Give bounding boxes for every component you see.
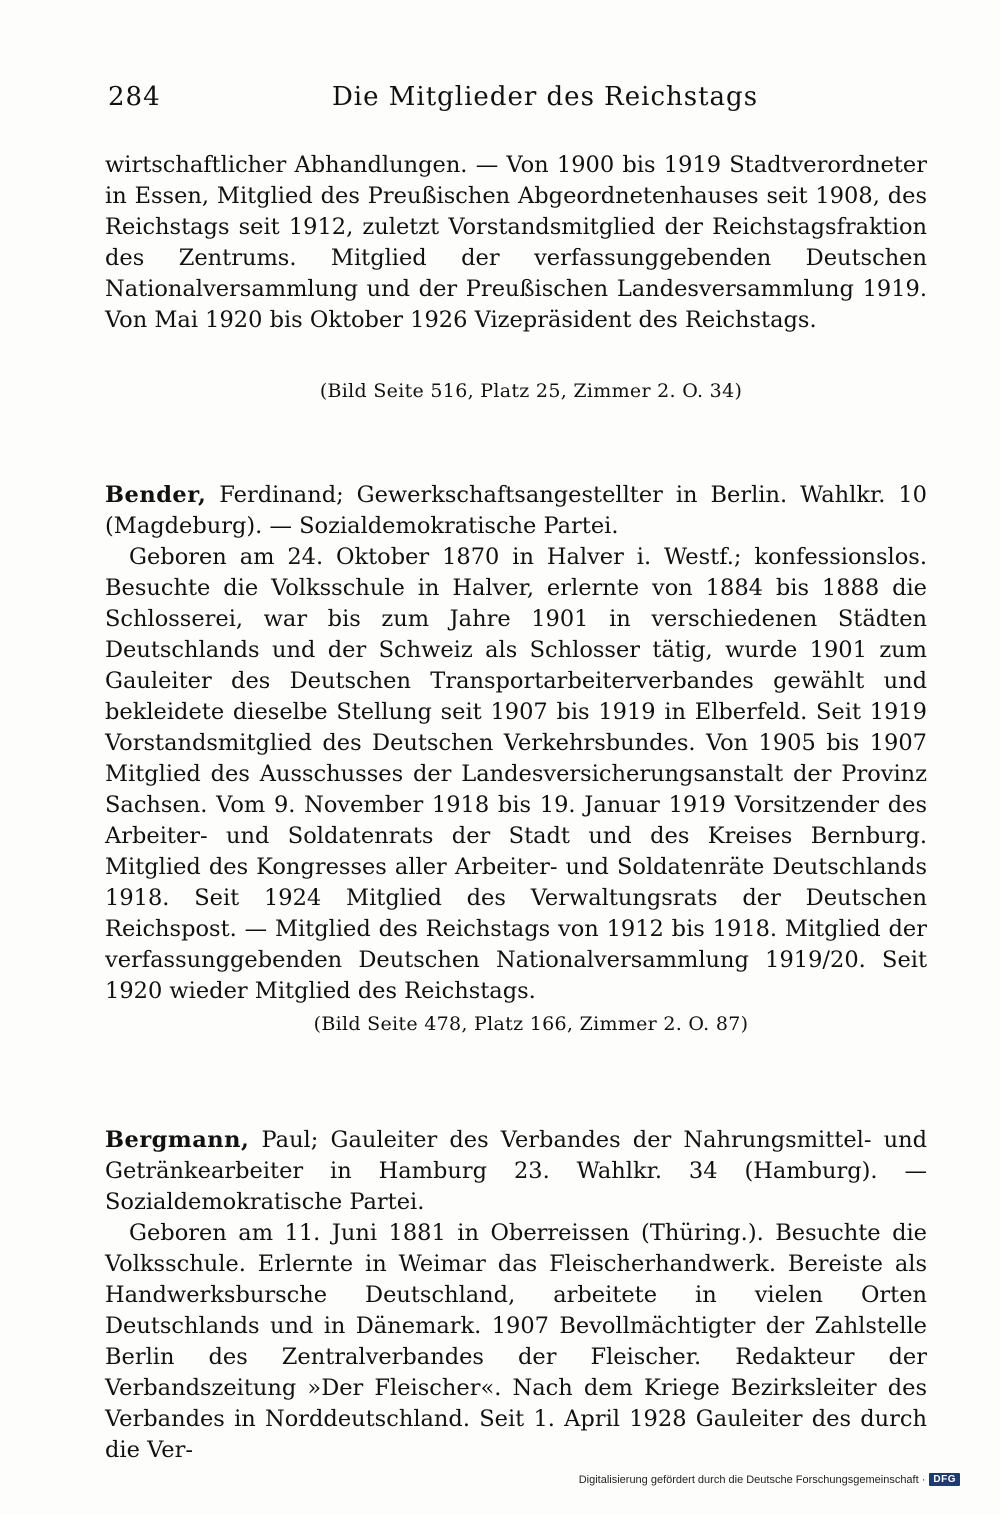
picture-reference: (Bild Seite 516, Platz 25, Zimmer 2. O. 34) — [319, 380, 743, 402]
digitization-credit — [579, 1473, 960, 1486]
continuation-paragraph: wirtschaftlicher Abhandlungen. — Von 1900 bis 1919 Stadtverordneter in Essen, Mitglied des Preußischen Abgeordnetenhauses seit 1908, des Reichstags seit 1912, zuletzt Vorstandsmitglied der Reichstagsfraktion des Zentrums. Mitglied der verfassunggebenden Deutschen Nationalversammlung und der Preußischen Landesversammlung 1919. Von Mai 1920 bis Oktober 1926 Vizepräsident des Reichstags. — [105, 152, 927, 333]
entry-heading — [105, 480, 927, 542]
biography-paragraph: Geboren am 24. Oktober 1870 in Halver i. Westf.; konfessionslos. Besuchte die Volksschule in Halver, erlernte von 1884 bis 1888 die Schlosserei, war bis zum Jahre 1901 in verschiedenen Städten Deutschlands und der Schweiz als Schlosser tätig, wurde 1901 zum Gauleiter des Deutschen Transportarbeiterverbandes gewählt und bekleidete dieselbe Stellung seit 1907 bis 1919 in Elberfeld. Seit 1919 Vorstandsmitglied des Deutschen Verkehrsbundes. Von 1905 bis 1907 Mitglied des Ausschusses der Landesversicherungsanstalt der Provinz Sachsen. Vom 9. November 1918 bis 19. Januar 1919 Vorsitzender des Arbeiter- und Soldatenrats der Stadt und des Kreises Bernburg. Mitglied des Kongresses aller Arbeiter- und Soldatenräte Deutschlands 1918. Seit 1924 Mitglied des Verwaltungsrats der Deutschen Reichspost. — Mitglied des Reichstags von 1912 bis 1918. Mitglied der verfassunggebenden Deutschen Nationalversammlung 1919/20. Seit 1920 wieder Mitglied des Reichstags. — [105, 544, 927, 1004]
dfg-logo: DFG — [929, 1473, 960, 1486]
entry-continuation — [105, 150, 927, 336]
entry-bender — [105, 480, 927, 1007]
biography-paragraph: Geboren am 11. Juni 1881 in Oberreissen (Thüring.). Besuchte die Volksschule. Erlernte in Weimar das Fleischerhandwerk. Bereiste als Handwerksbursche Deutschland, arbeitete in vielen Orten Deutschlands und in Dänemark. 1907 Bevollmächtigter der Zahlstelle Berlin des Zentralverbandes der Fleischer. Redakteur der Verbandszeitung »Der Fleischer«. Nach dem Kriege Bezirksleiter des Verbandes in Norddeutschland. Seit 1. April 1928 Gauleiter des durch die Ver- — [105, 1220, 927, 1463]
entry-heading-text: Paul; Gauleiter des Verbandes der Nahrungsmittel- und Getränkearbeiter in Hamburg 23. Wahlkr. 34 (Hamburg). — Sozialdemokratische Partei. — [105, 1127, 927, 1215]
credit-text: Digitalisierung gefördert durch die Deutsche Forschungsgemeinschaft · — [578, 1473, 926, 1486]
entry-heading-text: Ferdinand; Gewerkschaftsangestellter in Berlin. Wahlkr. 10 (Magdeburg). — Sozialdemokratische Partei. — [105, 482, 927, 539]
page-header — [100, 82, 930, 122]
page-number: 284 — [108, 82, 161, 112]
member-name: Bergmann, — [105, 1127, 250, 1153]
picture-reference: (Bild Seite 478, Platz 166, Zimmer 2. O. 87) — [313, 1013, 749, 1035]
member-name: Bender, — [105, 482, 207, 508]
running-title: Die Mitglieder des Reichstags — [331, 82, 759, 112]
entry-heading — [105, 1125, 927, 1218]
entry-bergmann — [105, 1125, 927, 1466]
